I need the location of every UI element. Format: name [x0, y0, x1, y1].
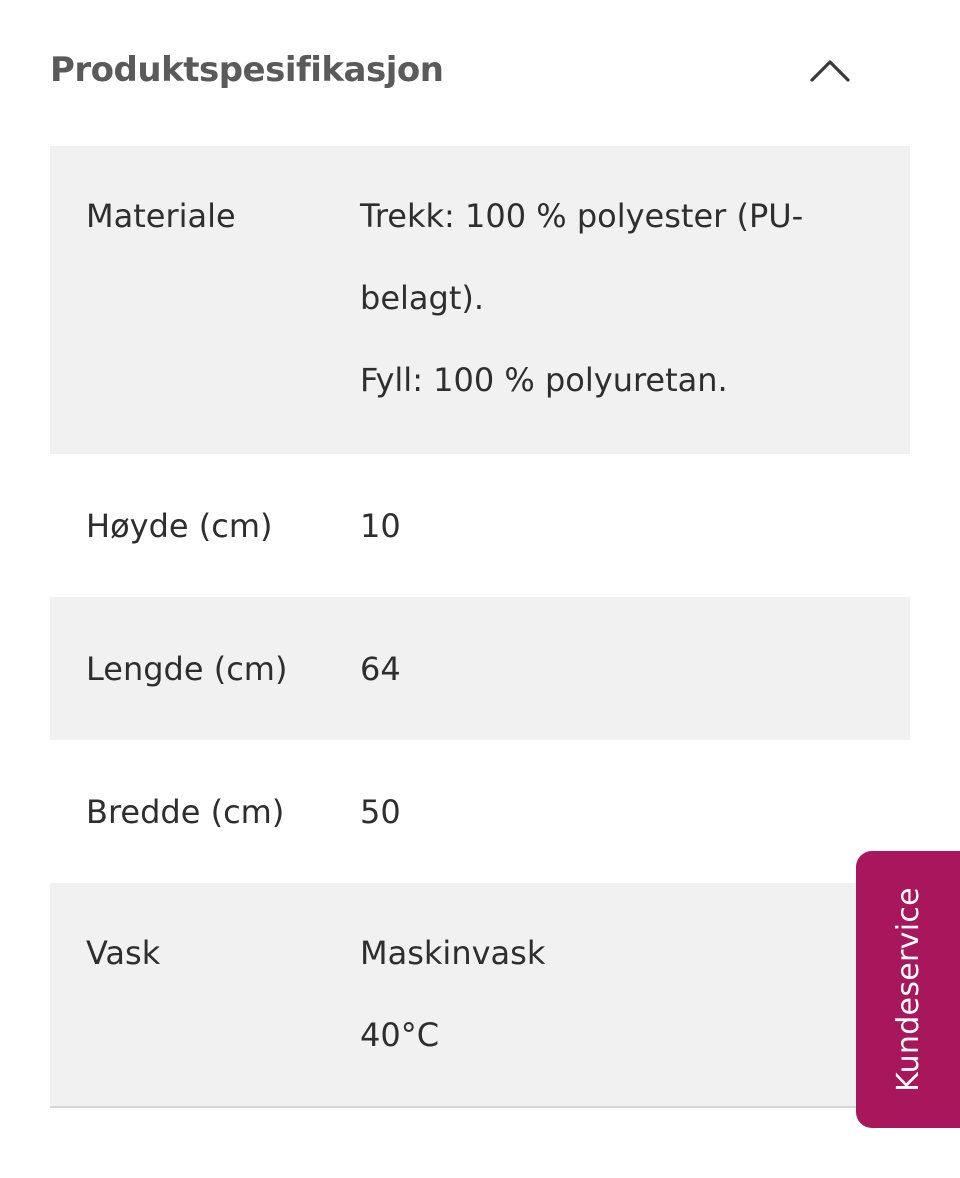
spec-value — [360, 175, 910, 454]
spec-row-wash — [50, 883, 910, 1108]
chevron-up-icon[interactable] — [808, 48, 852, 92]
spec-row-width — [50, 740, 910, 883]
spec-value-line: Maskinvask — [360, 934, 546, 972]
spec-value-line: Fyll: 100 % polyuretan. — [360, 361, 728, 399]
spec-value-line: 40°C — [360, 1016, 440, 1054]
customer-service-button[interactable] — [856, 851, 960, 1128]
spec-row-material — [50, 146, 910, 454]
spec-label: Materiale — [86, 197, 236, 235]
spec-label: Lengde (cm) — [86, 649, 288, 688]
spec-value: 64 — [360, 649, 401, 688]
spec-value-line: Trekk: 100 % polyester (PU- — [360, 197, 804, 235]
spec-table — [50, 146, 910, 1108]
spec-label: Vask — [86, 934, 161, 972]
spec-row-length — [50, 597, 910, 740]
spec-label: Bredde (cm) — [86, 792, 285, 831]
spec-value: 50 — [360, 792, 401, 831]
spec-value-line: belagt). — [360, 279, 485, 317]
customer-service-label: Kundeservice — [890, 887, 926, 1092]
spec-value — [360, 912, 910, 1106]
accordion-title: Produktspesifikasjon — [50, 50, 444, 90]
spec-row-height — [50, 454, 910, 597]
spec-value: 10 — [360, 506, 401, 545]
spec-accordion-header[interactable] — [50, 38, 910, 102]
spec-label: Høyde (cm) — [86, 506, 273, 545]
